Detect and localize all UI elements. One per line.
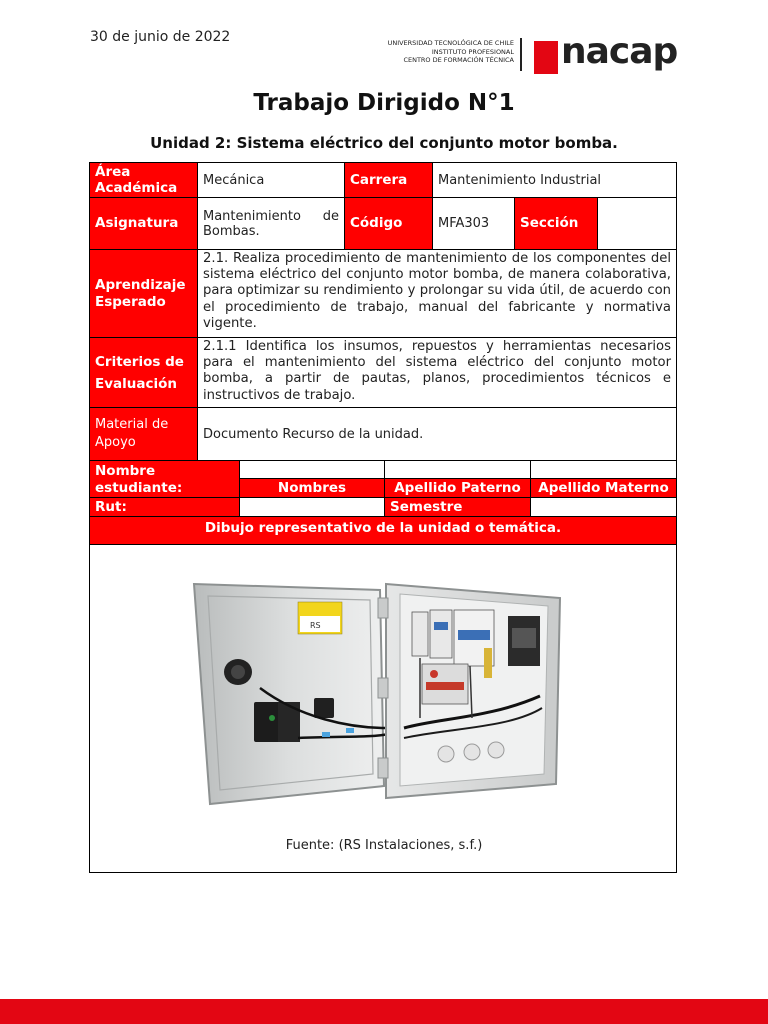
criterios-label: Criterios de Evaluación <box>89 337 198 408</box>
electrical-panel-image <box>190 578 580 810</box>
institution-line-1: UNIVERSIDAD TECNOLÓGICA DE CHILE <box>387 39 514 47</box>
figure-source: Fuente: (RS Instalaciones, s.f.) <box>285 838 483 853</box>
institution-lines <box>340 39 514 65</box>
codigo-value: MFA303 <box>432 197 515 250</box>
area-label: Área Académica <box>89 162 198 198</box>
seccion-label: Sección <box>514 197 598 250</box>
footer-bar <box>0 999 768 1024</box>
seccion-value <box>597 197 677 250</box>
sticker-text: RS <box>310 621 321 630</box>
aprendizaje-value: 2.1. Realiza procedimiento de mantenimiento de los componentes del sistema eléctrico del conjunto motor bomba, de manera colaborativa, para optimizar su rendimiento y prolongar su vida útil, de acuerdo con el procedimiento de trabajo, manual del fabricante y normativa vigente. <box>197 249 677 338</box>
institution-line-3: CENTRO DE FORMACIÓN TÉCNICA <box>403 56 514 64</box>
page-title: Trabajo Dirigido N°1 <box>253 90 515 116</box>
criterios-value: 2.1.1 Identifica los insumos, repuestos y herramientas necesarios para el mantenimiento del sistema eléctrico del conjunto motor bomba, a partir de pautas, planos, procedimientos técnicos e instructivos de trabajo. <box>197 337 677 408</box>
semestre-input[interactable] <box>530 497 677 517</box>
material-value: Documento Recurso de la unidad. <box>197 407 677 461</box>
nombre-estudiante-label: Nombre estudiante: <box>89 460 240 498</box>
carrera-label: Carrera <box>344 162 433 198</box>
area-value: Mecánica <box>197 162 345 198</box>
semestre-label: Semestre <box>384 497 531 517</box>
institution-line-2: INSTITUTO PROFESIONAL <box>431 47 514 56</box>
apellido-materno-header: Apellido Materno <box>530 478 677 498</box>
carrera-value: Mantenimiento Industrial <box>432 162 677 198</box>
asignatura-label: Asignatura <box>89 197 198 250</box>
material-label: Material de Apoyo <box>89 407 198 461</box>
rut-input[interactable] <box>239 497 385 517</box>
logo-text: nacap <box>561 31 678 72</box>
apellido-paterno-input[interactable] <box>384 460 531 479</box>
page-subtitle: Unidad 2: Sistema eléctrico del conjunto motor bomba. <box>150 134 618 152</box>
header-divider <box>520 38 522 71</box>
apellido-materno-input[interactable] <box>530 460 677 479</box>
rut-label: Rut: <box>89 497 240 517</box>
nombres-input[interactable] <box>239 460 385 479</box>
apellido-paterno-header: Apellido Paterno <box>384 478 531 498</box>
dibujo-header: Dibujo representativo de la unidad o temática. <box>89 516 677 545</box>
logo-red-square-icon <box>534 41 558 74</box>
document-date: 30 de junio de 2022 <box>90 29 231 45</box>
asignatura-value: Mantenimiento de Bombas. <box>197 197 345 250</box>
nombres-header: Nombres <box>239 478 385 498</box>
aprendizaje-label: Aprendizaje Esperado <box>89 249 198 338</box>
codigo-label: Código <box>344 197 433 250</box>
